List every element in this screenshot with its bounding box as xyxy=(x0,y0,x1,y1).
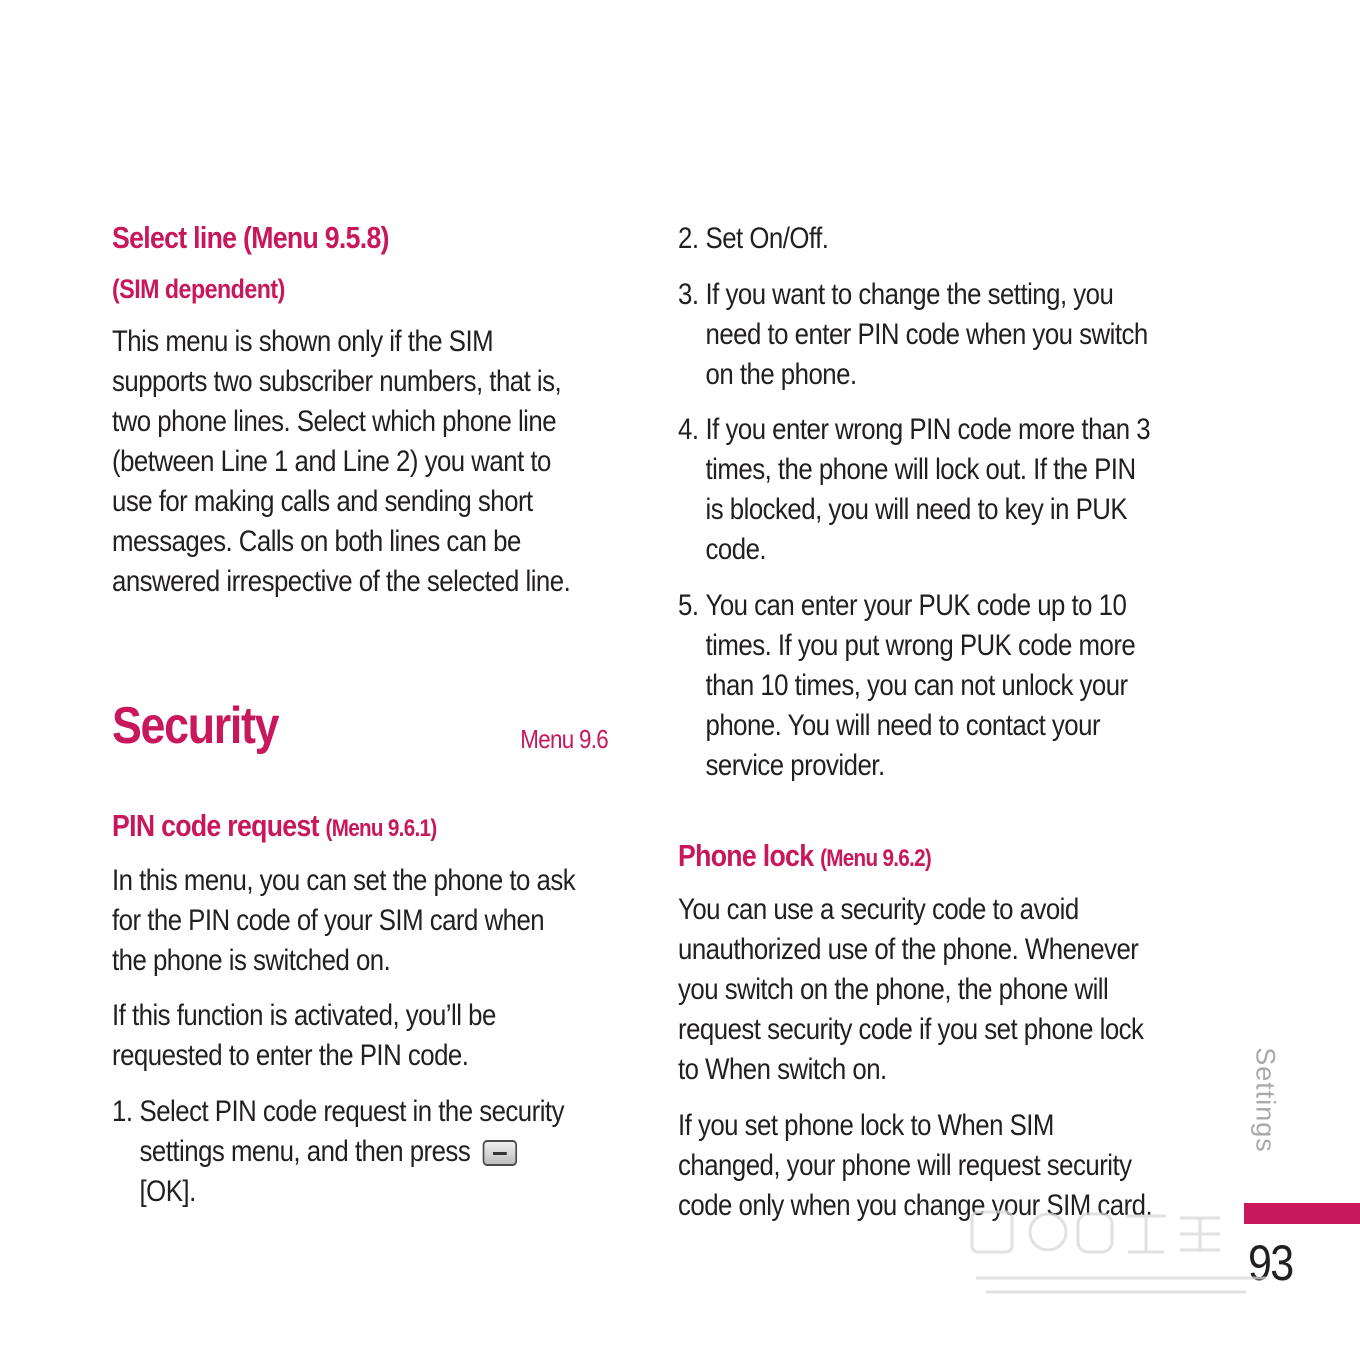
watermark-logo-icon xyxy=(966,1196,1286,1306)
text-line: request security code if you set phone lock xyxy=(678,1013,1144,1046)
pin-paragraph-1 xyxy=(112,861,607,981)
ok-key-icon xyxy=(482,1140,516,1166)
step-4 xyxy=(678,410,1194,570)
text-line: supports two subscriber numbers, that is, xyxy=(112,365,562,398)
pin-heading-menu: (Menu 9.6.1) xyxy=(325,815,437,842)
step-number: 2. xyxy=(678,222,699,255)
text-line: [OK]. xyxy=(139,1175,196,1208)
text-line: service provider. xyxy=(705,749,885,782)
text-line: code. xyxy=(705,533,767,566)
text-line: code only when you change your SIM card. xyxy=(678,1189,1153,1222)
security-section-menu: Menu 9.6 xyxy=(520,724,608,754)
step-number: 3. xyxy=(678,278,699,311)
step-5 xyxy=(678,586,1194,786)
text-line: to When switch on. xyxy=(678,1053,887,1086)
text-line: changed, your phone will request security xyxy=(678,1149,1132,1182)
text-line: (between Line 1 and Line 2) you want to xyxy=(112,445,551,478)
text-line: requested to enter the PIN code. xyxy=(112,1039,469,1072)
text-line: for the PIN code of your SIM card when xyxy=(112,904,545,937)
step-number: 4. xyxy=(678,413,699,446)
step-number: 1. xyxy=(112,1095,133,1128)
select-line-subheading: (SIM dependent) xyxy=(112,274,285,304)
text-line: phone. You will need to contact your xyxy=(705,709,1101,742)
text-line: the phone is switched on. xyxy=(112,944,391,977)
text-line: messages. Calls on both lines can be xyxy=(112,525,521,558)
text-line: If this function is activated, you’ll be xyxy=(112,999,496,1032)
text-line: than 10 times, you can not unlock your xyxy=(705,669,1128,702)
pin-code-request-heading xyxy=(112,810,437,841)
text-line: If you set phone lock to When SIM xyxy=(678,1109,1054,1142)
text-line: times. If you put wrong PUK code more xyxy=(705,629,1136,662)
text-line: Select PIN code request in the security xyxy=(139,1095,564,1128)
text-line: If you enter wrong PIN code more than 3 xyxy=(705,413,1151,446)
security-section-title: Security xyxy=(112,697,279,755)
phone-lock-heading xyxy=(678,840,931,871)
pin-heading-text: PIN code request xyxy=(112,808,319,843)
step-3 xyxy=(678,275,1194,395)
step-2 xyxy=(678,219,1194,259)
page-number: 93 xyxy=(1248,1235,1293,1291)
phone-lock-heading-text: Phone lock xyxy=(678,838,814,873)
step-number: 5. xyxy=(678,589,699,622)
pin-paragraph-2 xyxy=(112,996,607,1076)
select-line-body xyxy=(112,322,607,602)
text-line: You can use a security code to avoid xyxy=(678,893,1079,926)
phone-lock-paragraph-1 xyxy=(678,890,1173,1090)
text-line xyxy=(140,1132,628,1172)
text-line: Set On/Off. xyxy=(705,222,829,255)
text-line: You can enter your PUK code up to 10 xyxy=(705,589,1127,622)
phone-lock-heading-menu: (Menu 9.6.2) xyxy=(820,845,932,872)
text-line: unauthorized use of the phone. Whenever xyxy=(678,933,1139,966)
text-line: need to enter PIN code when you switch xyxy=(705,318,1148,351)
text-line: on the phone. xyxy=(705,358,857,391)
text-line: times, the phone will lock out. If the PIN xyxy=(705,453,1136,486)
text-line: you switch on the phone, the phone will xyxy=(678,973,1109,1006)
text-line: This menu is shown only if the SIM xyxy=(112,325,494,358)
text-fragment: settings menu, and then press xyxy=(139,1135,471,1168)
text-line: two phone lines. Select which phone line xyxy=(112,405,557,438)
text-line: If you want to change the setting, you xyxy=(705,278,1114,311)
step-1 xyxy=(112,1092,628,1212)
text-line: use for making calls and sending short xyxy=(112,485,533,518)
text-line: is blocked, you will need to key in PUK xyxy=(705,493,1128,526)
chapter-tab-text: Settings xyxy=(1250,1047,1281,1153)
select-line-heading: Select line (Menu 9.5.8) xyxy=(112,220,389,255)
text-line: In this menu, you can set the phone to ask xyxy=(112,864,576,897)
text-line: answered irrespective of the selected line. xyxy=(112,565,571,598)
chapter-tab-label xyxy=(1240,1040,1290,1160)
